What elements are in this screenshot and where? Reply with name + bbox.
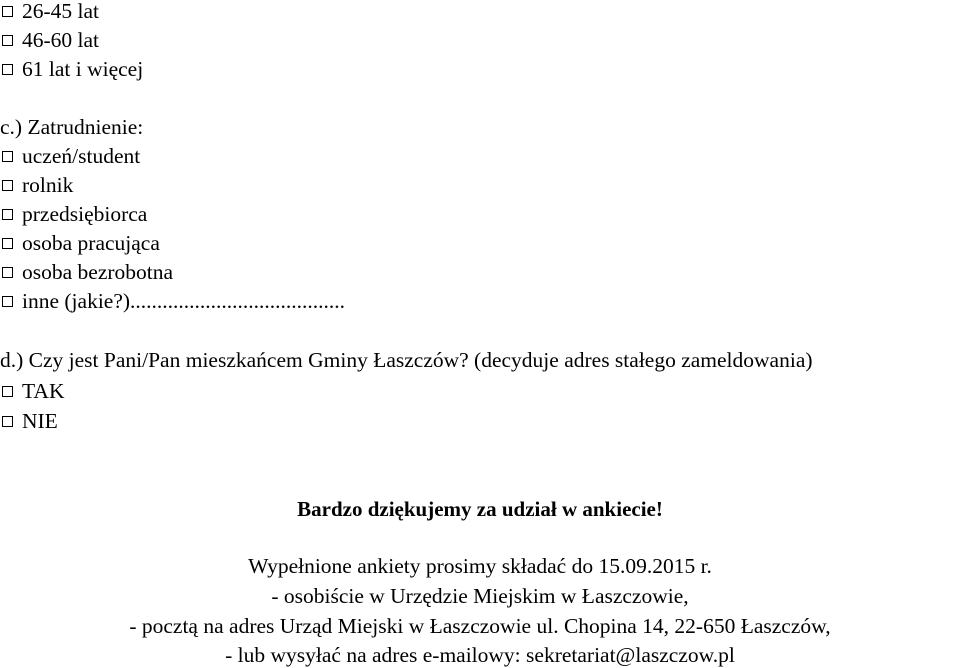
checkbox[interactable] xyxy=(2,180,13,191)
employment-option-unemployed[interactable] xyxy=(0,259,173,285)
age-option-26-45[interactable] xyxy=(0,0,99,24)
option-label: NIE xyxy=(22,409,58,433)
checkbox[interactable] xyxy=(2,296,13,307)
employment-option-farmer[interactable] xyxy=(0,172,73,198)
age-option-61-plus[interactable] xyxy=(0,56,143,82)
option-label: inne (jakie?)........................................ xyxy=(22,289,346,313)
option-label: 26-45 lat xyxy=(22,0,100,23)
option-label: przedsiębiorca xyxy=(22,202,148,226)
residence-option-yes[interactable] xyxy=(0,378,64,404)
age-option-46-60[interactable] xyxy=(0,27,99,53)
option-label: osoba pracująca xyxy=(22,231,160,255)
checkbox[interactable] xyxy=(2,416,13,427)
employment-option-entrepreneur[interactable] xyxy=(0,201,147,227)
deadline-line: Wypełnione ankiety prosimy składać do 15.09.2015 r. xyxy=(248,554,712,578)
option-label: rolnik xyxy=(22,173,74,197)
residence-option-no[interactable] xyxy=(0,408,58,434)
checkbox[interactable] xyxy=(2,64,13,75)
checkbox[interactable] xyxy=(2,267,13,278)
employment-option-other[interactable] xyxy=(0,288,345,314)
checkbox[interactable] xyxy=(2,209,13,220)
option-label: 46-60 lat xyxy=(22,28,100,52)
delivery-by-mail: - pocztą na adres Urząd Miejski w Łaszczowie ul. Chopina 14, 22-650 Łaszczów, xyxy=(129,614,831,638)
thanks-message: Bardzo dziękujemy za udział w ankiecie! xyxy=(297,497,663,521)
option-label: TAK xyxy=(22,379,65,403)
checkbox[interactable] xyxy=(2,151,13,162)
checkbox[interactable] xyxy=(2,35,13,46)
option-label: uczeń/student xyxy=(22,144,141,168)
employment-question: c.) Zatrudnienie: xyxy=(0,115,144,139)
delivery-in-person: - osobiście w Urzędzie Miejskim w Łaszczowie, xyxy=(271,584,689,608)
delivery-by-email: - lub wysyłać na adres e-mailowy: sekretariat@laszczow.pl xyxy=(225,643,735,667)
employment-option-employed[interactable] xyxy=(0,230,160,256)
checkbox[interactable] xyxy=(2,6,13,17)
residence-question: d.) Czy jest Pani/Pan mieszkańcem Gminy Łaszczów? (decyduje adres stałego zameldowania) xyxy=(0,348,813,372)
checkbox[interactable] xyxy=(2,238,13,249)
option-label: osoba bezrobotna xyxy=(22,260,174,284)
checkbox[interactable] xyxy=(2,386,13,397)
option-label: 61 lat i więcej xyxy=(22,57,144,81)
employment-option-student[interactable] xyxy=(0,143,140,169)
